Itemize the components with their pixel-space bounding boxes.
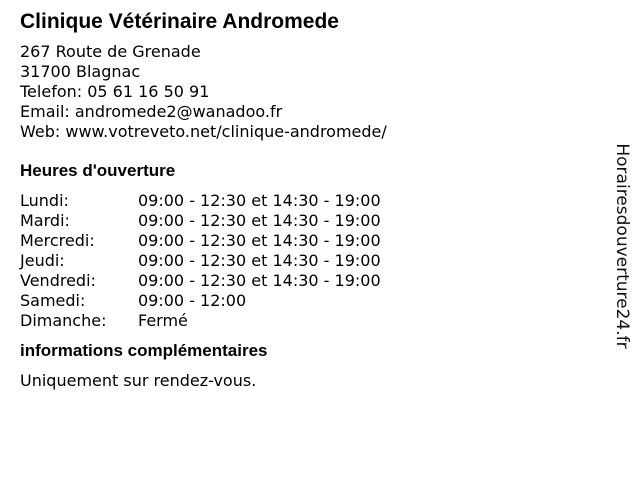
info-text: Uniquement sur rendez-vous.: [20, 371, 257, 390]
email-text: Email: andromede2@wanadoo.fr: [20, 102, 283, 121]
brand-watermark: Horairesdouverture24.fr: [612, 143, 632, 349]
clinic-name: Clinique Vétérinaire Andromede: [20, 10, 339, 33]
phone-text: Telefon: 05 61 16 50 91: [20, 82, 210, 101]
time-value: 09:00 - 12:30 et 14:30 - 19:00: [138, 191, 381, 210]
day-label: Mercredi:: [20, 231, 95, 250]
day-label: Jeudi:: [20, 251, 65, 270]
time-value: 09:00 - 12:30 et 14:30 - 19:00: [138, 271, 381, 290]
time-value: 09:00 - 12:30 et 14:30 - 19:00: [138, 251, 381, 270]
time-value: 09:00 - 12:00: [138, 291, 247, 310]
day-label: Lundi:: [20, 191, 69, 210]
time-value: Fermé: [138, 311, 188, 330]
hours-row-monday: [20, 191, 590, 211]
time-value: 09:00 - 12:30 et 14:30 - 19:00: [138, 231, 381, 250]
time-value: 09:00 - 12:30 et 14:30 - 19:00: [138, 211, 381, 230]
day-label: Vendredi:: [20, 271, 96, 290]
address-city: 31700 Blagnac: [20, 62, 141, 81]
info-heading: informations complémentaires: [20, 341, 268, 360]
hours-row-thursday: [20, 251, 590, 271]
clinic-card: [20, 10, 590, 391]
address-street: 267 Route de Grenade: [20, 42, 201, 61]
clinic-address-block: [20, 42, 590, 142]
hours-heading: Heures d'ouverture: [20, 161, 176, 180]
hours-row-saturday: [20, 291, 590, 311]
web-text: Web: www.votreveto.net/clinique-andromede/: [20, 122, 387, 141]
hours-row-tuesday: [20, 211, 590, 231]
hours-table: [20, 191, 590, 331]
day-label: Samedi:: [20, 291, 86, 310]
day-label: Mardi:: [20, 211, 70, 230]
hours-row-wednesday: [20, 231, 590, 251]
day-label: Dimanche:: [20, 311, 107, 330]
hours-row-sunday: [20, 311, 590, 331]
hours-row-friday: [20, 271, 590, 291]
